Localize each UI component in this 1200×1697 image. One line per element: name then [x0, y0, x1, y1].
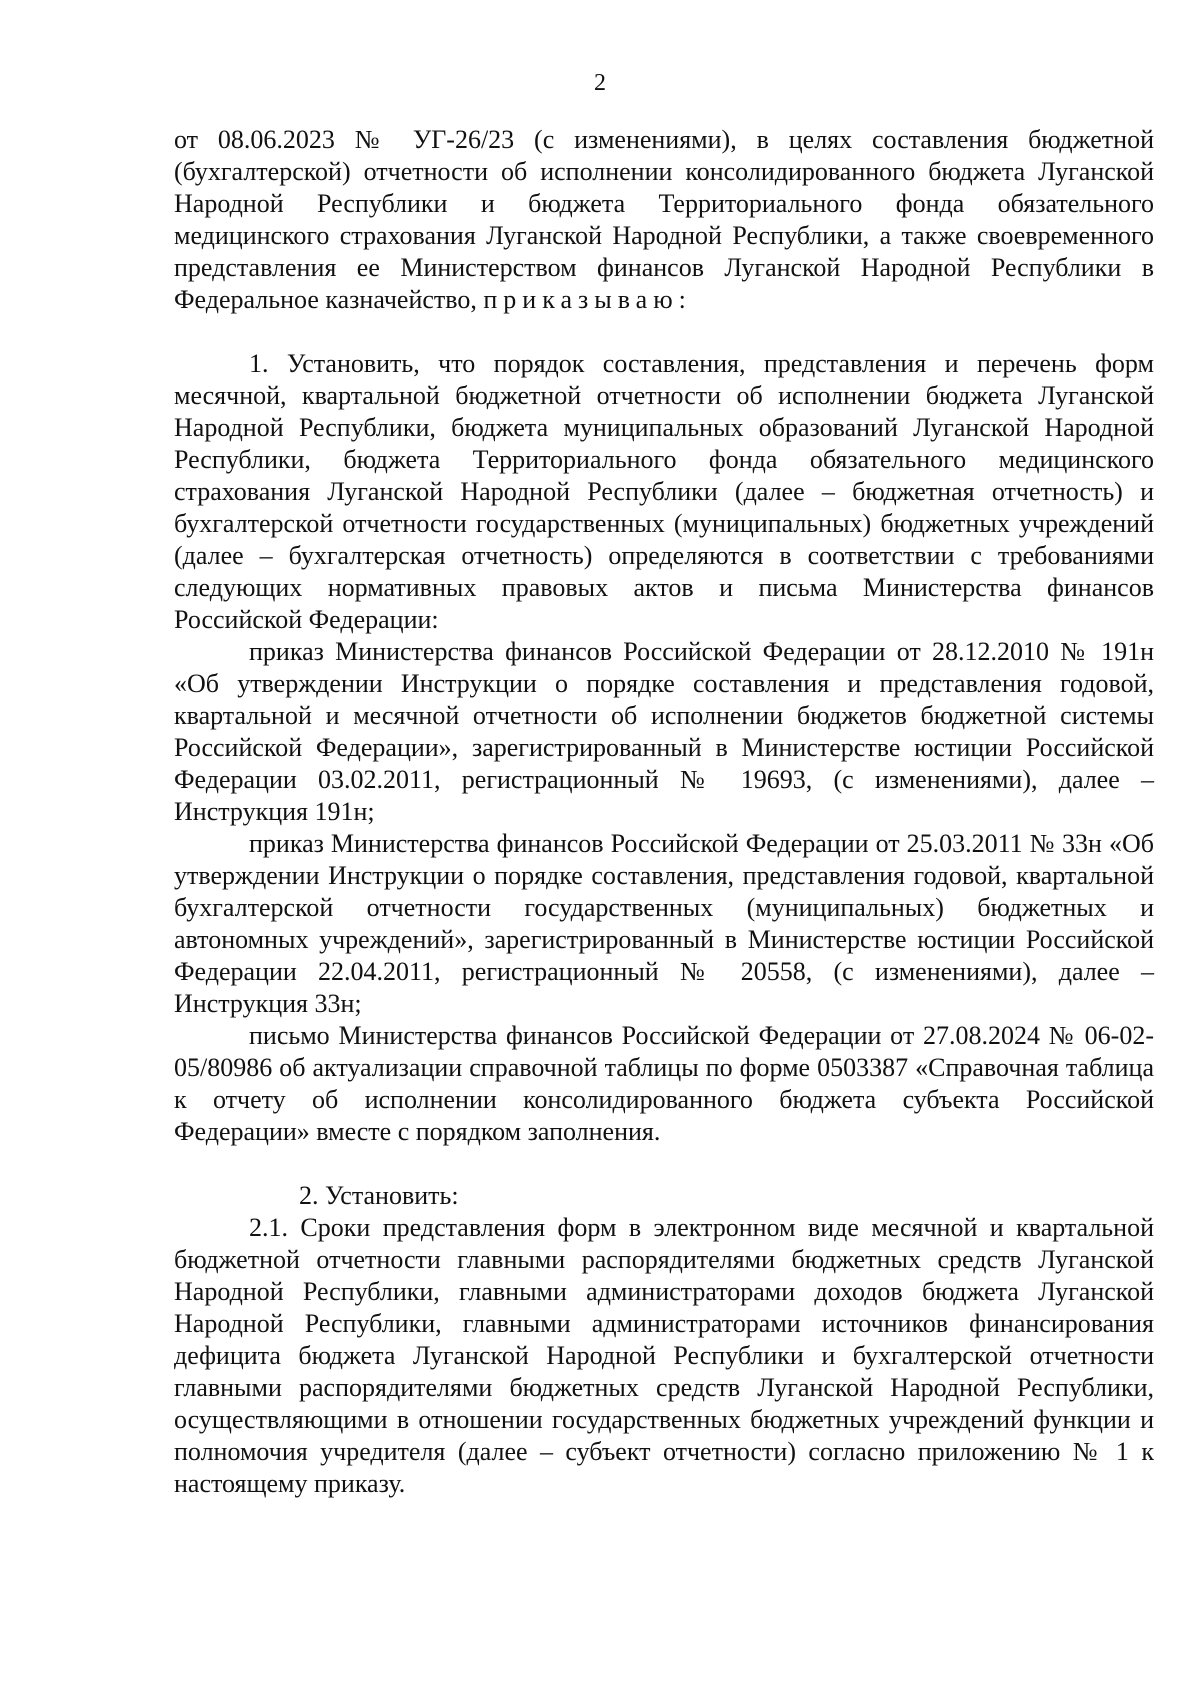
document-body [174, 124, 1154, 1500]
page-number: 2 [594, 70, 606, 96]
item-2-heading: 2. Установить: [299, 1181, 459, 1210]
order-word: приказываю [483, 285, 679, 314]
intro-colon: : [678, 285, 686, 314]
letter-paragraph: письмо Министерства финансов Российской Федерации от 27.08.2024 № 06-02-05/80986 об актуализации справочной таблицы по форме 0503387 «Справочная таблица к отчету об исполнении консолидированного бюджета субъекта Российской Федерации» вместе с порядком заполнения. [174, 1021, 1154, 1146]
intro-text: от 08.06.2023 № УГ-26/23 (с изменениями), в целях составления бюджетной (бухгалтерской) отчетности об исполнении консолидированного бюджета Луганской Народной Республики и бюджета Территориального фонда обязательного медицинского страхования Луганской Народной Республики, а также своевременного представления ее Министерством финансов Луганской Народной Республики в Федеральное казначейство, [174, 125, 1154, 314]
intro-paragraph [174, 124, 1154, 316]
act-33n-paragraph: приказ Министерства финансов Российской Федерации от 25.03.2011 № 33н «Об утверждении Инструкции о порядке составления, представления годовой, квартальной бухгалтерской отчетности государственных (муниципальных) бюджетных и автономных учреждений», зарегистрированный в Министерстве юстиции Российской Федерации 22.04.2011, регистрационный № 20558, (с изменениями), далее – Инструкция 33н; [174, 829, 1154, 1018]
act-191n-paragraph: приказ Министерства финансов Российской Федерации от 28.12.2010 № 191н «Об утверждении Инструкции о порядке составления и представления годовой, квартальной и месячной отчетности об исполнении бюджетов бюджетной системы Российской Федерации», зарегистрированный в Министерстве юстиции Российской Федерации 03.02.2011, регистрационный № 19693, (с изменениями), далее – Инструкция 191н; [174, 637, 1154, 826]
item-2-1-paragraph: 2.1. Сроки представления форм в электронном виде месячной и квартальной бюджетной отчетности главными распорядителями бюджетных средств Луганской Народной Республики, главными администраторами доходов бюджета Луганской Народной Республики, главными администраторами источников финансирования дефицита бюджета Луганской Народной Республики и бухгалтерской отчетности главными распорядителями бюджетных средств Луганской Народной Республики, осуществляющими в отношении государственных бюджетных учреждений функции и полномочия учредителя (далее – субъект отчетности) согласно приложению № 1 к настоящему приказу. [174, 1213, 1154, 1498]
item-1-paragraph: 1. Установить, что порядок составления, представления и перечень форм месячной, квартальной бюджетной отчетности об исполнении бюджета Луганской Народной Республики, бюджета муниципальных образований Луганской Народной Республики, бюджета Территориального фонда обязательного медицинского страхования Луганской Народной Республики (далее – бюджетная отчетность) и бухгалтерской отчетности государственных (муниципальных) бюджетных учреждений (далее – бухгалтерская отчетность) определяются в соответствии с требованиями следующих нормативных правовых актов и письма Министерства финансов Российской Федерации: [174, 349, 1154, 634]
